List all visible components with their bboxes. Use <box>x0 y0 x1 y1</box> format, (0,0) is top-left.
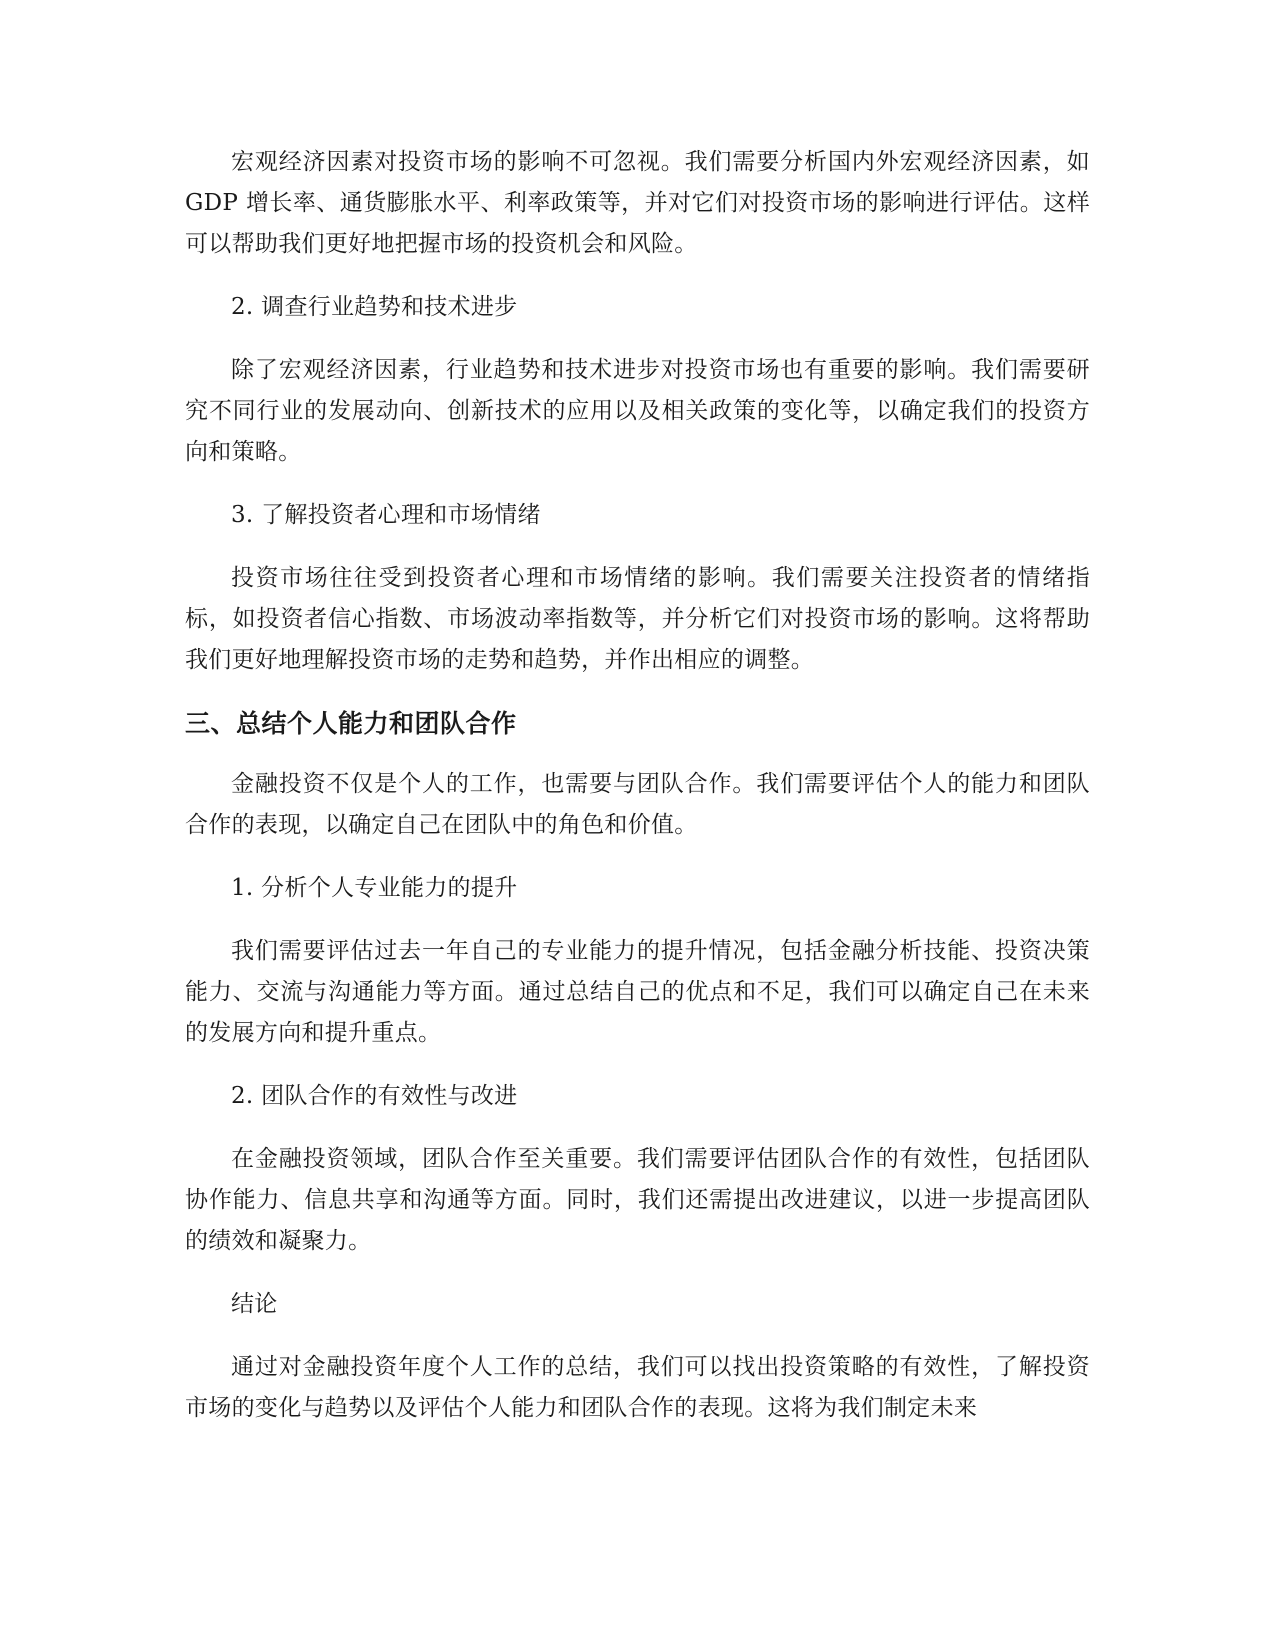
paragraph-team-effectiveness: 在金融投资领域，团队合作至关重要。我们需要评估团队合作的有效性，包括团队协作能力、信息共享和沟通等方面。同时，我们还需提出改进建议，以进一步提高团队的绩效和凝聚力。 <box>185 1146 1090 1254</box>
subheading-investor-psychology: 3. 了解投资者心理和市场情绪 <box>231 502 541 528</box>
paragraph-macro-factors: 宏观经济因素对投资市场的影响不可忽视。我们需要分析国内外宏观经济因素，如 GDP 增长率、通货膨胀水平、利率政策等，并对它们对投资市场的影响进行评估。这样可以帮助我们更好地把握市场的投资机会和风险。 <box>185 149 1090 257</box>
section-heading-team: 三、总结个人能力和团队合作 <box>185 709 517 738</box>
paragraph-investor-psychology: 投资市场往往受到投资者心理和市场情绪的影响。我们需要关注投资者的情绪指标，如投资者信心指数、市场波动率指数等，并分析它们对投资市场的影响。这将帮助我们更好地理解投资市场的走势和趋势，并作出相应的调整。 <box>185 565 1090 673</box>
subheading-team-effectiveness: 2. 团队合作的有效性与改进 <box>231 1083 518 1109</box>
paragraph-industry-trends: 除了宏观经济因素，行业趋势和技术进步对投资市场也有重要的影响。我们需要研究不同行业的发展动向、创新技术的应用以及相关政策的变化等，以确定我们的投资方向和策略。 <box>185 357 1090 465</box>
paragraph-conclusion: 通过对金融投资年度个人工作的总结，我们可以找出投资策略的有效性，了解投资市场的变化与趋势以及评估个人能力和团队合作的表现。这将为我们制定未来 <box>185 1354 1090 1421</box>
subheading-conclusion: 结论 <box>231 1291 278 1317</box>
subheading-industry-trends: 2. 调查行业趋势和技术进步 <box>231 294 518 320</box>
paragraph-team-intro: 金融投资不仅是个人的工作，也需要与团队合作。我们需要评估个人的能力和团队合作的表现，以确定自己在团队中的角色和价值。 <box>185 771 1090 838</box>
paragraph-personal-skills: 我们需要评估过去一年自己的专业能力的提升情况，包括金融分析技能、投资决策能力、交流与沟通能力等方面。通过总结自己的优点和不足，我们可以确定自己在未来的发展方向和提升重点。 <box>185 938 1090 1046</box>
document-page <box>185 142 1090 1451</box>
subheading-personal-skills: 1. 分析个人专业能力的提升 <box>231 875 518 901</box>
